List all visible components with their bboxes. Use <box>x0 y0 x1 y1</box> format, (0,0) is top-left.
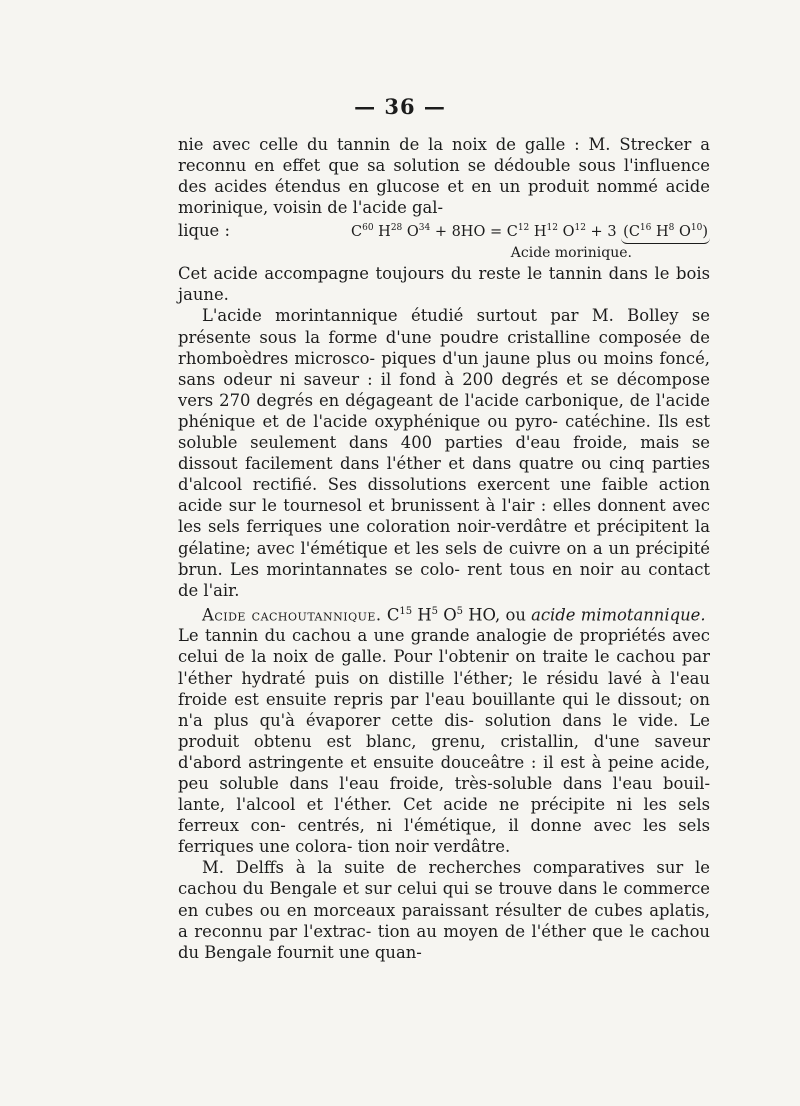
alternate-name: acide mimotannique. <box>531 605 706 625</box>
section-heading: Acide cachoutannique. $C^{15}$ $H^5$ $O^5$ HO, ou acide mimotannique. <box>202 605 706 625</box>
formula-caption: Acide morinique. <box>510 245 632 262</box>
formula-line <box>178 218 710 244</box>
paragraph-3: L'acide morintannique étudié surtout par M. Bolley se présente sous la forme d'une poudre cristalline composée de rhomboèdres microsco- piques d'un jaune plus ou moins foncé, sans odeur ni saveur : il fond à 200 degrés et se décompose vers 270 degrés en dégageant de l'acide carbonique, de l'acide phénique et de l'acide oxyphénique ou pyro- catéchine. Ils est soluble seulement dans 400 parties d'eau froide, mais se dissout facilement dans l'éther et dans quatre ou cinq parties d'alcool rectifié. Ses dissolutions exercent une faible action acide sur le tournesol et brunissent à l'air : elles donnent avec les sels ferriques une coloration noir-verdâtre et précipitent la gélatine; avec l'émétique et les sels de cuivre on a un précipité brun. Les morintannates se colo- rent tous en noir au contact de l'air. <box>178 306 711 600</box>
section-title: Acide cachoutannique. <box>202 605 382 625</box>
paragraph-2: Cet acide accompagne toujours du reste le tannin dans le bois jaune. <box>178 264 710 305</box>
underbrace-group: ($C^{16}$ $H^8$ $O^{10}$) <box>621 218 710 244</box>
paragraph-4: Le tannin du cachou a une grande analogie de propriétés avec celui de la noix de galle. Pour l'obtenir on traite le cachou par l'éther hydraté puis on distille l'éther; le résidu lavé à l'eau froide est ensuite repris par l'eau bouillante qui le dissout; on n'a plus qu'à évaporer cette dis- solution dans le vide. Le produit obtenu est blanc, grenu, cristallin, d'une saveur d'abord astringente et ensuite douceâtre : il est à peine acide, peu soluble dans l'eau froide, très-soluble dans l'eau bouil- lante, l'alcool et l'éther. Cet acide ne précipite ni les sels ferreux con- centrés, ni l'émétique, il donne avec les sels ferriques une colora- tion noir verdâtre. <box>178 626 711 857</box>
chemical-formula: $C^{60}$ $H^{28}$ $O^{34} + 8HO = C^{12}$ $H^{12}$ $O^{12} + 3$ ($C^{16}$ $H^8$ $O^{10}$) <box>351 218 710 244</box>
text-line: effet que sa solution se dédouble sous l'influence des acides étendus en <box>178 156 711 197</box>
paragraph-1 <box>178 134 710 218</box>
body-text <box>178 134 710 963</box>
page-number: — 36 — <box>354 94 446 119</box>
text-line: glucose et en un produit nommé acide morinique, voisin de l'acide gal- <box>178 177 710 218</box>
text-line: lique : <box>178 221 230 241</box>
paragraph-5: M. Delffs à la suite de recherches comparatives sur le cachou du Bengale et sur celui qui se trouve dans le commerce en cubes ou en morceaux paraissant résulter de cubes aplatis, a reconnu par l'extrac- tion au moyen de l'éther que le cachou du Bengale fournit une quan- <box>178 858 710 962</box>
text-line: nie avec celle du tannin de la noix de galle : M. Strecker a reconnu en <box>178 135 710 176</box>
